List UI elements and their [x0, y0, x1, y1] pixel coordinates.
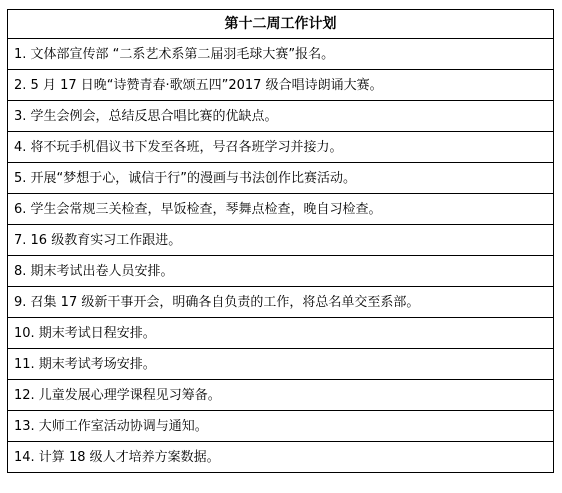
plan-item: 14. 计算 18 级人才培养方案数据。: [8, 442, 554, 473]
table-row: [8, 411, 554, 442]
plan-item: 7. 16 级教育实习工作跟进。: [8, 225, 554, 256]
plan-item: 2. 5 月 17 日晚“诗赞青春·歌颂五四”2017 级合唱诗朗诵大赛。: [8, 70, 554, 101]
table-row: [8, 225, 554, 256]
plan-item: 4. 将不玩手机倡议书下发至各班，号召各班学习并接力。: [8, 132, 554, 163]
table-row: [8, 163, 554, 194]
table-row: [8, 442, 554, 473]
plan-item: 6. 学生会常规三关检查，早饭检查，琴舞点检查，晚自习检查。: [8, 194, 554, 225]
table-row: [8, 318, 554, 349]
plan-item: 3. 学生会例会，总结反思合唱比赛的优缺点。: [8, 101, 554, 132]
plan-item: 8. 期末考试出卷人员安排。: [8, 256, 554, 287]
table-title: 第十二周工作计划: [8, 10, 554, 39]
plan-item: 10. 期末考试日程安排。: [8, 318, 554, 349]
plan-item: 5. 开展“梦想于心，诚信于行”的漫画与书法创作比赛活动。: [8, 163, 554, 194]
table-header-row: [8, 10, 554, 39]
table-row: [8, 39, 554, 70]
table-row: [8, 256, 554, 287]
table-row: [8, 132, 554, 163]
table-row: [8, 349, 554, 380]
table-row: [8, 101, 554, 132]
plan-item: 9. 召集 17 级新干事开会，明确各自负责的工作，将总名单交至系部。: [8, 287, 554, 318]
work-plan-table: [7, 9, 554, 473]
plan-item: 13. 大师工作室活动协调与通知。: [8, 411, 554, 442]
plan-item: 12. 儿童发展心理学课程见习筹备。: [8, 380, 554, 411]
table-row: [8, 70, 554, 101]
plan-item: 11. 期末考试考场安排。: [8, 349, 554, 380]
table-row: [8, 194, 554, 225]
plan-item: 1. 文体部宣传部 “二系艺术系第二届羽毛球大赛”报名。: [8, 39, 554, 70]
table-row: [8, 287, 554, 318]
table-row: [8, 380, 554, 411]
